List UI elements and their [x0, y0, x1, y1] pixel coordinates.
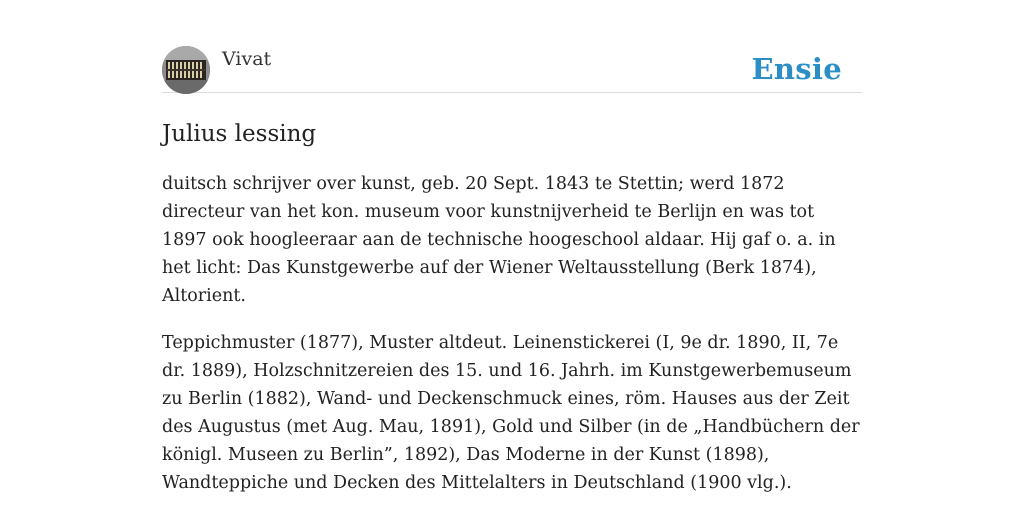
entry-card: [162, 46, 862, 497]
brand-logo[interactable]: Ensie: [751, 52, 842, 86]
author-avatar[interactable]: [162, 46, 210, 94]
entry-paragraph: Teppichmuster (1877), Muster altdeut. Leinenstickerei (I, 9e dr. 1890, II, 7e dr. 1889), Holzschnitzereien des 15. und 16. Jahrh. im Kunstgewerbemuseum zu Berlin (1882), Wand- und Deckenschmuck eines, röm. Hauses aus der Zeit des Augustus (met Aug. Mau, 1891), Gold und Silber (in de „Handbüchern der königl. Museen zu Berlin”, 1892), Das Moderne in der Kunst (1898), Wandteppiche und Decken des Mittelalters in Deutschland (1900 vlg.).: [162, 333, 860, 493]
typewriter-avatar-icon: [162, 46, 210, 94]
author-name[interactable]: Vivat: [222, 48, 272, 70]
entry-paragraph: duitsch schrijver over kunst, geb. 20 Sept. 1843 te Stettin; werd 1872 directeur van het kon. museum voor kunstnijverheid te Berlijn en was tot 1897 ook hoogleeraar aan de technische hoogeschool aldaar. Hij gaf o. a. in het licht: Das Kunstgewerbe auf der Wiener Weltausstellung (Berk 1874), Altorient.: [162, 174, 836, 306]
entry-header: [162, 46, 862, 93]
entry-title: Julius lessing: [162, 121, 317, 147]
